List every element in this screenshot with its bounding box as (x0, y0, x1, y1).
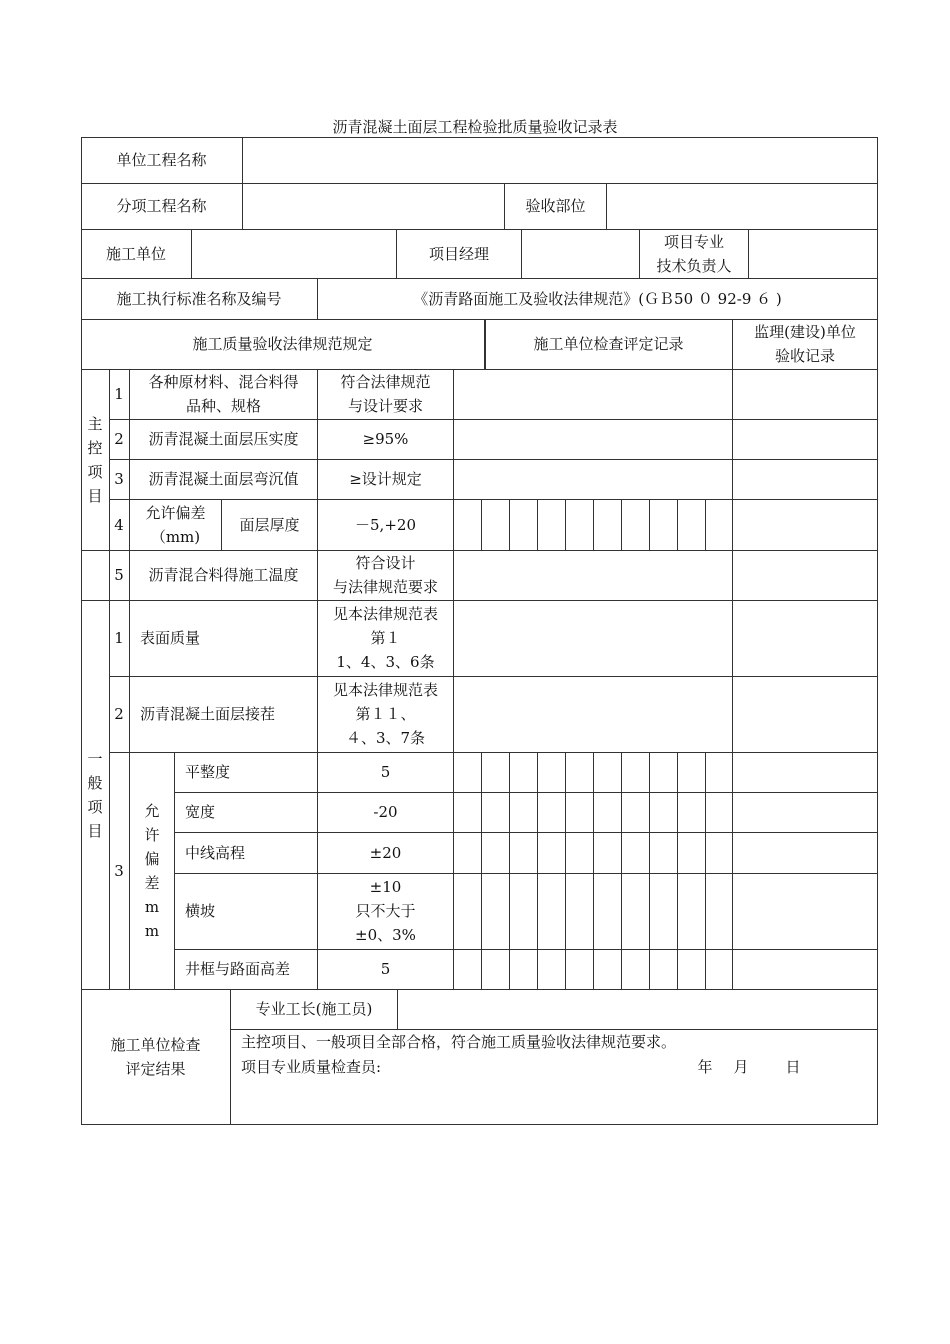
item-number: 5 (114, 566, 124, 584)
deviation-item-name: 横坡 (185, 902, 216, 920)
sub-project-label: 分项工程名称 (116, 197, 207, 215)
grid-line (509, 752, 510, 989)
deviation-item-name: 宽度 (185, 803, 216, 821)
item-number: 2 (114, 705, 124, 723)
item-number: 2 (114, 430, 124, 448)
foreman-label: 专业工长(施工员) (255, 1000, 373, 1018)
deviation-item-value: -20 (373, 803, 398, 821)
deviation-item-value: 5 (380, 763, 391, 781)
item-number: 1 (114, 385, 124, 403)
item-requirement: ≥95% (362, 430, 409, 448)
deviation-label: 允 许 偏 差 m m (144, 801, 160, 940)
item-requirement: 符合法律规范 与设计要求 (340, 373, 431, 415)
standard-value: 《沥青路面施工及验收法律规范》(ＧＢ50 ０ 92-9 ６ ) (413, 289, 782, 308)
grid-line (705, 499, 706, 550)
deviation-item-value: 5 (380, 960, 391, 978)
grid-line (649, 752, 650, 989)
inspector-label: 项目专业质量检查员: (241, 1058, 382, 1076)
construction-unit-field[interactable] (192, 229, 396, 278)
grid-line (677, 499, 678, 550)
grid-line (481, 499, 482, 550)
item-number: 1 (114, 629, 124, 647)
item-name: 表面质量 (140, 629, 201, 647)
project-manager-field[interactable] (522, 229, 639, 278)
grid-line (621, 752, 622, 989)
project-manager-label: 项目经理 (428, 244, 489, 263)
grid-line (649, 499, 650, 550)
deviation-item-name: 井框与路面高差 (185, 960, 291, 978)
page-title: 沥青混凝土面层工程检验批质量验收记录表 (332, 118, 618, 136)
col-divider (732, 369, 733, 989)
unit-project-field[interactable] (243, 137, 877, 183)
grid-line (677, 752, 678, 989)
result-label: 施工单位检查 评定结果 (110, 1035, 201, 1078)
deviation-item-value: ±20 (369, 843, 402, 862)
item-number: 3 (114, 861, 124, 880)
deviation-item-value: ±10 只不大于 ±0、3% (355, 878, 416, 944)
foreman-field[interactable] (398, 989, 877, 1029)
grid-line (537, 499, 538, 550)
item-number: 4 (114, 515, 124, 534)
deviation-item-name: 中线高程 (185, 843, 246, 862)
construction-unit-label: 施工单位 (105, 244, 166, 263)
grid-line (565, 752, 566, 989)
grid-line (593, 499, 594, 550)
item-requirement: －5,+20 (355, 515, 416, 534)
item-requirement: 见本法律规范表 第１１、 ４、3、7条 (332, 681, 438, 747)
grid-line (705, 752, 706, 989)
col-divider (453, 369, 454, 989)
acceptance-part-field[interactable] (607, 183, 877, 229)
sub-project-field[interactable] (243, 183, 504, 229)
check-record-column-header: 施工单位检查评定记录 (533, 335, 684, 353)
border-right (877, 137, 878, 1125)
item-requirement: 见本法律规范表 第１ 1、4、3、6条 (332, 605, 438, 671)
unit-project-label: 单位工程名称 (116, 151, 207, 169)
item-name: 各种原材料、混合料得 品种、规格 (148, 373, 299, 415)
conclusion-text: 主控项目、一般项目全部合格，符合施工质量验收法律规范要求。 (241, 1033, 677, 1051)
item-name: 允许偏差 （mm) (145, 503, 206, 546)
grid-line (509, 499, 510, 550)
item-name: 沥青混凝土面层弯沉值 (148, 470, 299, 488)
item-name: 沥青混合料得施工温度 (148, 566, 299, 584)
supervision-column-header: 监理(建设)单位 验收记录 (754, 323, 856, 365)
spec-column-header: 施工质量验收法律规范规定 (192, 335, 373, 353)
tech-lead-field[interactable] (749, 229, 877, 278)
grid-line (621, 499, 622, 550)
border-bottom (81, 1124, 878, 1125)
item-requirement: ≥设计规定 (349, 470, 422, 488)
grid-line (593, 752, 594, 989)
item-requirement: 符合设计 与法律规范要求 (332, 554, 438, 596)
main-control-label: 主 控 项 目 (87, 414, 103, 505)
item-name: 沥青混凝土面层压实度 (148, 430, 299, 448)
grid-line (565, 499, 566, 550)
item-subname: 面层厚度 (239, 515, 300, 534)
tech-lead-label: 项目专业 技术负责人 (656, 232, 732, 275)
inspection-form-table (81, 137, 878, 1125)
item-number: 3 (114, 470, 124, 488)
grid-line (481, 752, 482, 989)
item-name: 沥青混凝土面层接茬 (140, 705, 276, 723)
date-month: 月 (733, 1058, 749, 1076)
deviation-item-name: 平整度 (185, 763, 231, 781)
date-year: 年 (697, 1058, 713, 1076)
grid-line (537, 752, 538, 989)
date-day: 日 (785, 1058, 801, 1076)
acceptance-part-label: 验收部位 (525, 197, 586, 215)
standard-label: 施工执行标准名称及编号 (116, 289, 282, 308)
general-items-label: 一 般 项 目 (87, 749, 103, 840)
